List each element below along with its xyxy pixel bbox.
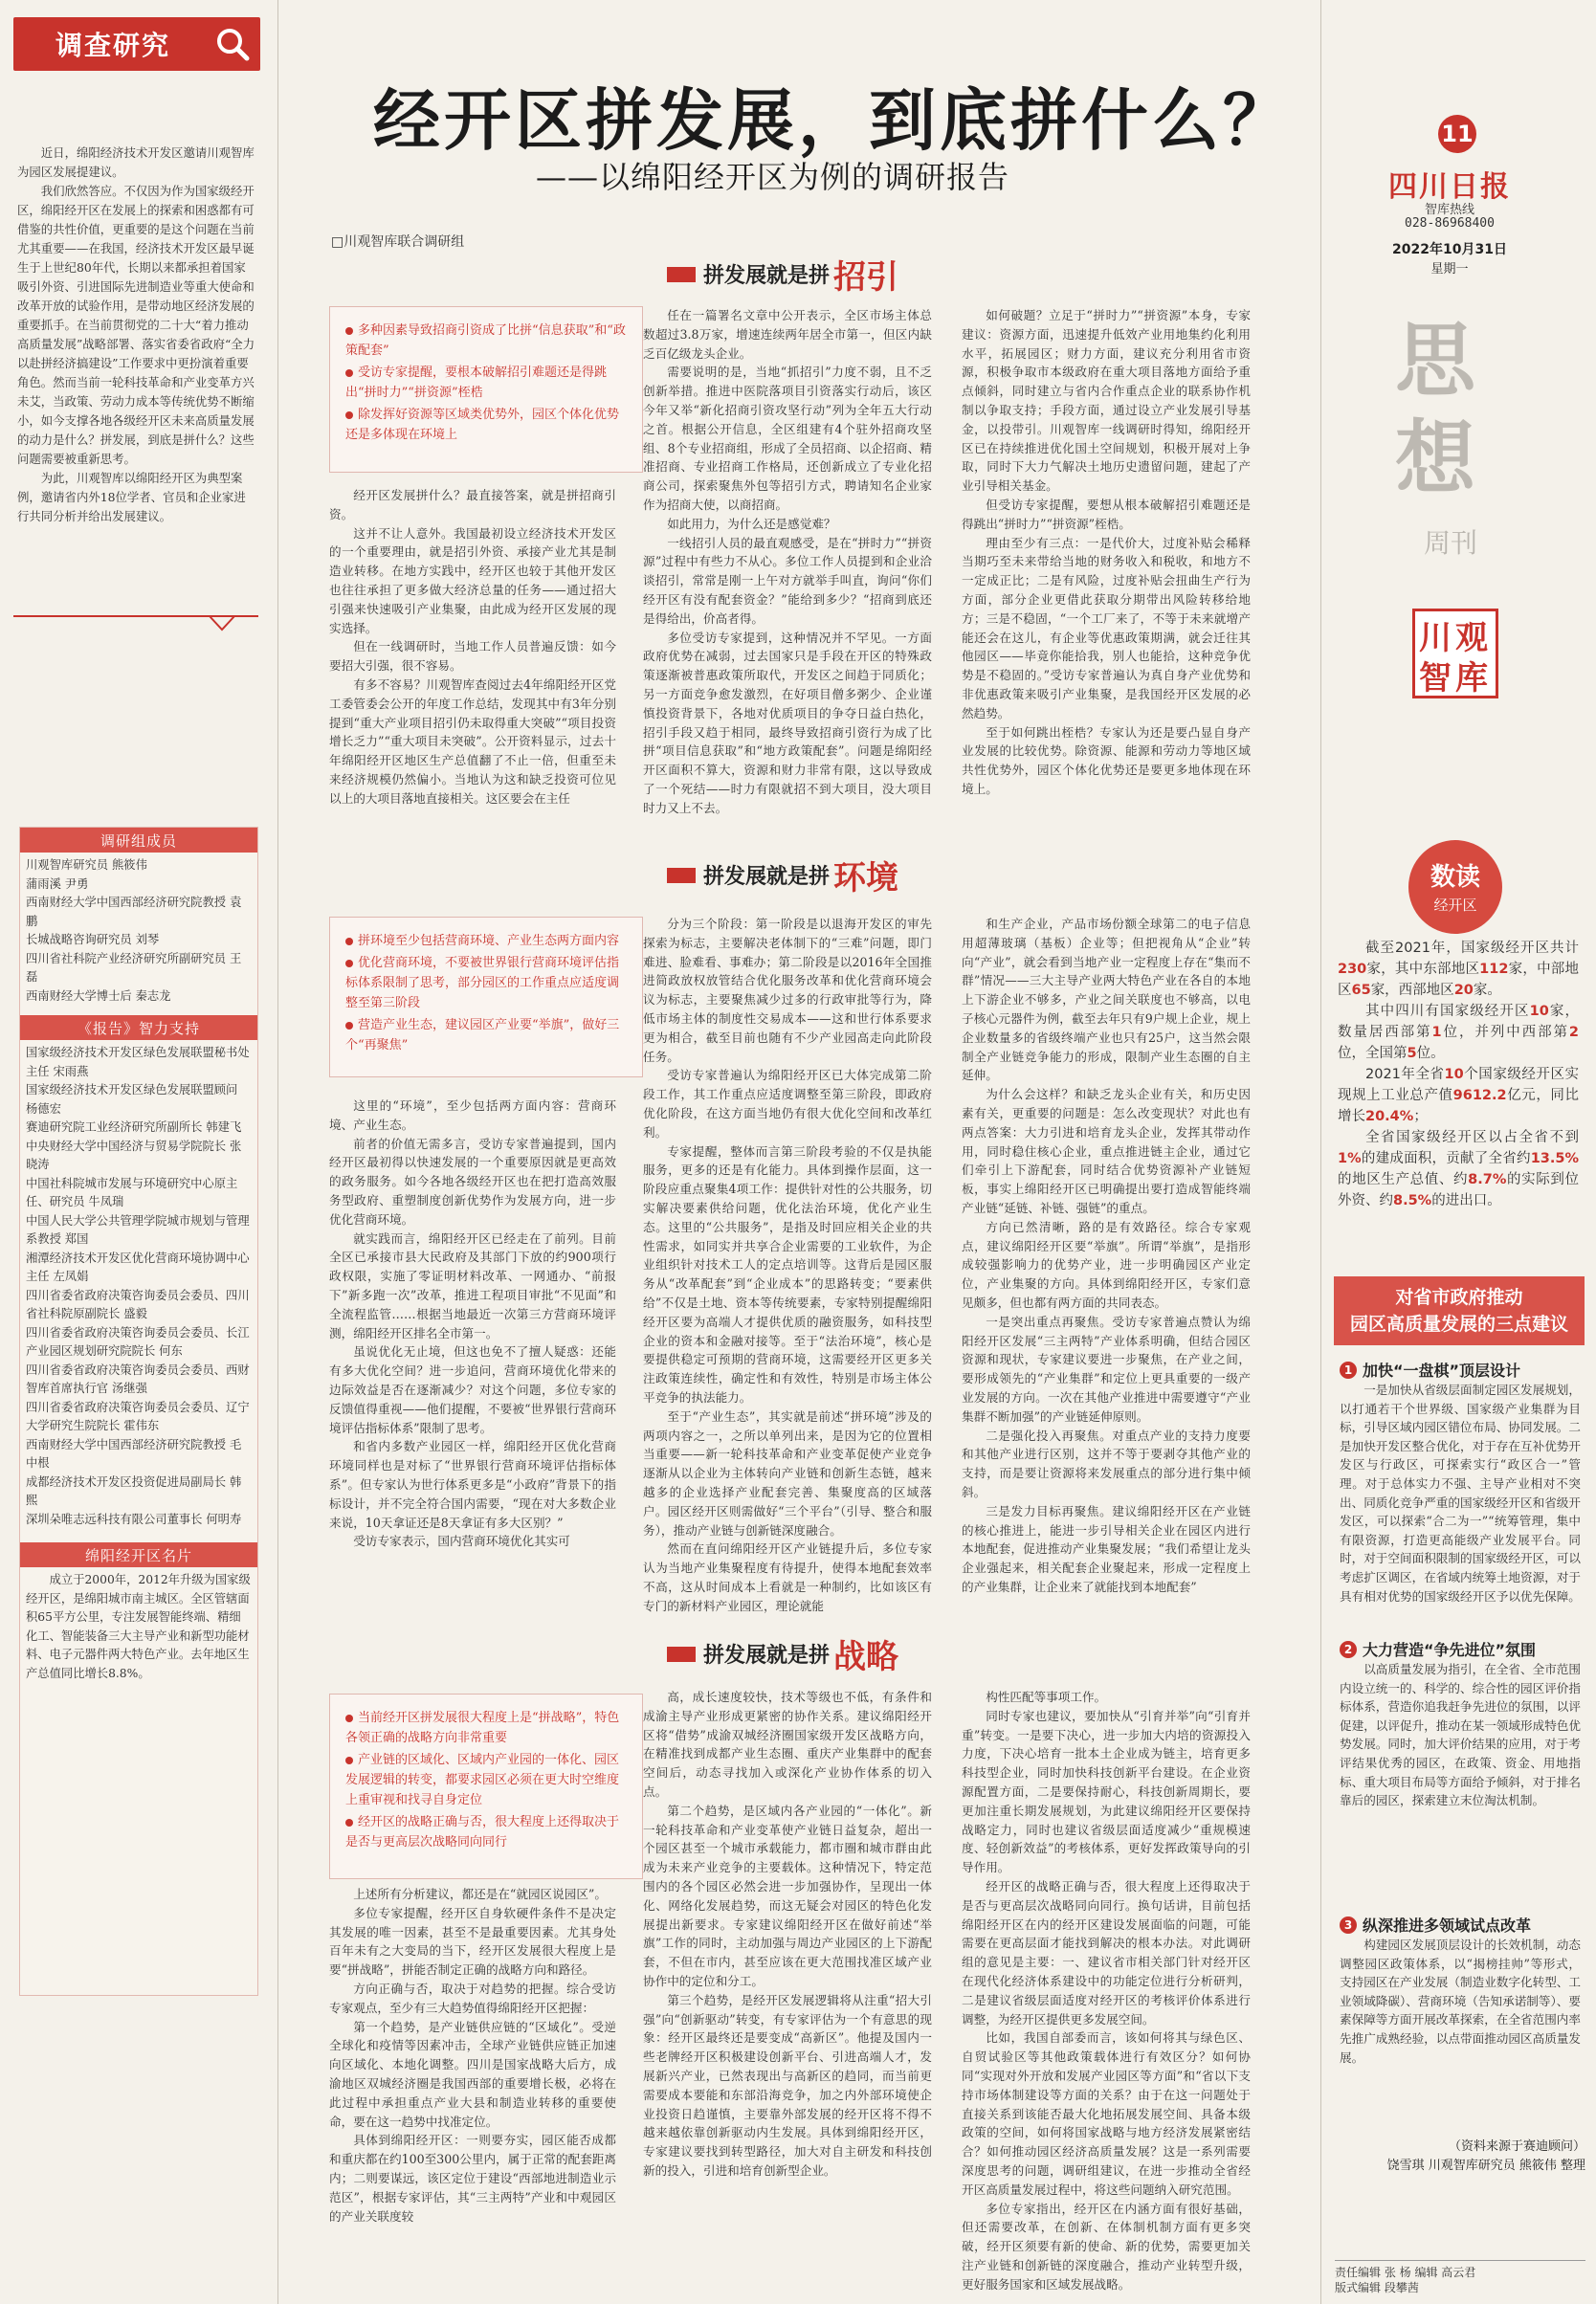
editor-credits: 责任编辑 张 杨 编辑 高云君 版式编辑 段攀茜 <box>1335 2260 1585 2295</box>
section-tag <box>13 17 260 71</box>
expert-line: 深圳朵唯志远科技有限公司董事长 何明寿 <box>26 1512 242 1526</box>
expert-line: 西南财经大学中国西部经济研究院教授 毛中根 <box>26 1437 242 1470</box>
expert-line: 中国人民大学公共管理学院城市规划与管理系教授 郑国 <box>26 1213 250 1246</box>
article-paragraph: 方向已然清晰，路的是有效路径。综合专家观点，建议绵阳经开区要“举旗”。所谓“举旗”，是指形成较强影响力的优势产业，进一步明确园区产业定位，产业集聚的方向。具体到绵阳经开区，专家们意见颇多，但也都有两方面的共同表态。 <box>962 1219 1251 1310</box>
number-badge: 2 <box>1340 1641 1357 1658</box>
article-column <box>643 1688 932 2296</box>
expert-line: 国家级经济技术开发区绿色发展联盟顾问 杨德宏 <box>26 1083 238 1116</box>
article-paragraph: 至于“产业生态”，其实就是前述“拼环境”涉及的两项内容之一，之所以单列出来，是因为它的位置相当重要——新一轮科技革命和产业变革促使产业竞争逐渐从以企业为主体转向产业链和创新生态链，越来越多的企业选择产业配套完善、集聚度高的区域落户。园区经开区则需做好“三个平台”（引导、整合和服务），推动产业链与创新链深度融合。 <box>643 1408 932 1538</box>
article-paragraph: 比如，我国自部委而言，该如何将其与绿色区、自贸试验区等其他政策载体进行有效区分？如何协同“实现对外开放和发展产业园区等方面”和“省以下支持市场体制建设等方面的关系？由于在这一问题处于直接关系到该能否最大化地拓展发展空间、具备本级政策的空间，如何将国家战略与地方经济发展紧密结合？如何推动园区经济高质量发展？这是一系列需要深度思考的问题，调研组建议，在进一步推动全省经开区高质量发展过程中，将这些问题纳入研究范围。 <box>962 2030 1251 2197</box>
intro-text <box>17 144 256 526</box>
data-paragraph: 2021年全省10个国家级经开区实现规上工业总产值9612.2亿元，同比增长20.4%； <box>1338 1067 1580 1124</box>
article-paragraph: 第三个趋势，是经开区发展逻辑将从注重“招大引强”向“创新驱动”转变，有专家评估为一个有意思的现象：经开区最终还是要变成“高新区”。他提及国内一些老牌经开区积极建设创新平台、引进高端人才，发展新兴产业，已然表现出与高新区的趋同，而当前更需要成本要能和东部沿海竞争，加之内外部环境使企业投资日趋谨慎，主要靠外部发展的经开区将不得不越来越依靠创新驱动内生发展。具体到绵阳经开区，专家建议要找到转型路径，加大对自主研发和科技创新的投入，引进和培育创新型企业。 <box>643 1992 932 2178</box>
suggestion-body: 以高质量发展为指引，在全省、全市范围内设立统一的、科学的、综合性的园区评价指标体系，营造你追我赶争先进位的氛围，以评促建，以评促升，推动在某一领域形成特色优势发展。同时，加大评价结果的应用，对于考评结果优秀的园区，在政策、资金、用地指标、重大项目布局等方面给予倾斜，对于排名靠后的园区，探索建立末位淘汰机制。 <box>1340 1662 1581 1808</box>
expert-line: 四川省委省政府决策咨询委员会委员、四川省社科院原副院长 盛毅 <box>26 1288 250 1320</box>
article-column <box>643 306 932 842</box>
data-read-title: 数读 <box>1430 863 1480 892</box>
suggestions-header <box>1334 1276 1585 1345</box>
column-rule <box>1320 0 1321 2304</box>
article-paragraph: 受访专家普遍认为绵阳经开区已大体完成第二阶段工作，其工作重点应适度调整至第三阶段，即政府优化阶段，在这方面当地仍有很大优化空间和改革红利。 <box>643 1068 932 1140</box>
key-point: 拼环境至少包括营商环境、产业生态两方面内容 <box>345 931 627 951</box>
intro-paragraph: 近日，绵阳经济技术开发区邀请川观智库为园区发展提建议。 <box>17 145 255 179</box>
suggestion-item <box>1340 1359 1581 1622</box>
data-paragraph: 全省国家级经开区以占全省不到1%的建成面积，贡献了全省约13.5%的地区生产总值、约8.7%的实际到位外资、约8.5%的进出口。 <box>1338 1130 1580 1208</box>
article-paragraph: 虽说优化无止境，但这也免不了擅人疑惑：还能有多大优化空间？进一步追问，营商环境优化带来的边际效益是否在逐渐减少？对这个问题，多位专家的反馈值得重视——他们提醒，不要被“世界银行营商环境评估指标体系”限制了思考。 <box>329 1344 616 1435</box>
article-paragraph: 这里的“环境”，至少包括两方面内容：营商环境、产业生态。 <box>329 1098 616 1132</box>
article-paragraph: 和省内多数产业园区一样，绵阳经开区优化营商环境同样也是对标了“世界银行营商环境评估指标体系”。但专家认为世行体系更多是“小政府”背景下的指标设计，并不完全符合国内需要，“现在对大多数企业来说，10天拿证还是8天拿证有多大区别？” <box>329 1439 616 1530</box>
weekly-title-char: 思 <box>1395 313 1476 408</box>
section-heading-environment <box>667 852 898 898</box>
suggestion-body: 构建园区发展顶层设计的长效机制，动态调整园区政策体系，以“揭榜挂帅”等形式，支持园区在产业发展（制造业数字化转型、工业领域降碳）、营商环境（告知承诺制等）、要素保障等方面开展改革探索，在全省范围内率先推广成熟经验，以点带面推动园区高质量发展。 <box>1340 1938 1581 2065</box>
article-paragraph: 一是突出重点再聚焦。受访专家普遍点赞认为绵阳经开区发展“三主两特”产业体系明确，但结合园区资源和现状，专家建议要进一步聚焦，在产业之间，要形成领先的“产业集群”和定位上更具重要的一级产业发展的方向。一次在其他产业推进中需要遵守“产业集群不断加强”的产业链延伸原则。 <box>962 1314 1251 1424</box>
article-paragraph: 多位专家指出，经开区在内涵方面有很好基础，但还需要改革，在创新、在体制机制方面有更多突破，经开区须要有新的使命、新的优势，需要更加关注产业链和创新链的深度融合，推动产业转型升级，更好服务国家和区域发展战略。 <box>962 2201 1251 2292</box>
issue-date: 2022年10月31日 <box>1392 242 1507 257</box>
section-heading-keyword: 战略 <box>833 1638 899 1676</box>
expert-line: 四川省委省政府决策咨询委员会委员、长江产业园区规划研究院院长 何东 <box>26 1325 250 1358</box>
key-point: 多种因素导致招商引资成了比拼“信息获取”和“政策配套” <box>345 323 626 358</box>
section-heading-recruit <box>667 251 898 298</box>
bullet-dot-icon <box>345 938 353 945</box>
suggestion-title: 1 加快“一盘棋”顶层设计 <box>1340 1359 1581 1381</box>
data-read-text <box>1338 938 1579 1211</box>
article-paragraph: 上述所有分析建议，都还是在“就园区说园区”。 <box>353 1887 607 1901</box>
expert-line: 四川省委省政府决策咨询委员会委员、辽宁大学研究生院院长 霍伟东 <box>26 1400 250 1432</box>
chuanguan-think-tank-logo: 川 观 智 库 <box>1412 609 1498 698</box>
search-icon <box>214 26 251 62</box>
article-paragraph: 如何破题？立足于“拼时力”“拼资源”本身，专家建议：资源方面，迅速提升低效产业用地集约化利用水平，拓展园区；财力方面，建议充分利用省市资源，积极争取市本级政府在重大项目落地方面给予重点倾斜，同时建立与省内合作重点企业的联系协作机制以争取支持；手段方面，通过设立产业发展引导基金，以投带引。川观智库一线调研时得知，绵阳经开区已在持续推进优化国土空间规划，积极开展对上争取，同时下大力气解决土地历史遗留问题，建起了产业引导相关基金。 <box>962 308 1251 494</box>
article-paragraph: 一线招引人员的最直观感受，是在“拼时力”“拼资源”过程中有些力不从心。多位工作人员提到和企业洽谈招引，常常是刚一上午对方就举手叫直，询问“你们经开区有没有配套资金？”能给到多少？“招商到底还是得给出，价高者得。 <box>643 535 932 626</box>
article-paragraph: 如此用力，为什么还是感觉难？ <box>667 516 836 531</box>
article-paragraph: 前者的价值无需多言，受访专家普遍提到，国内经开区最初得以快速发展的一个重要原因就是更高效的政务服务。如今各地各级经开区也在把打造高效服务型政府、重塑制度创新优势作为发展方向，进一步优化营商环境。 <box>329 1136 616 1227</box>
article-paragraph: 具体到绵阳经开区：一则要夯实，园区能否成都和重庆都在约100至300公里内，属于正常的配套距离内；二则要谋远，该区定位于建设“西部地进制造业示范区”，根据专家评估，其“三主两特”产业和中观园区的产业关联度较 <box>329 2133 616 2224</box>
article-column <box>962 306 1251 842</box>
article-paragraph: 方向正确与否，取决于对趋势的把握。综合受访专家观点，至少有三大趋势值得绵阳经开区把握： <box>329 1981 616 2015</box>
expert-line: 中央财经大学中国经济与贸易学院院长 张晓涛 <box>26 1139 242 1171</box>
suggestion-title: 2 大力营造“争先进位”氛围 <box>1340 1638 1581 1660</box>
expert-line: 四川省委省政府决策咨询委员会委员、西财智库首席执行官 汤继强 <box>26 1362 250 1395</box>
bullet-dot-icon <box>345 411 353 419</box>
column-rule <box>277 0 278 2304</box>
article-paragraph: 但受访专家提醒，要想从根本破解招引难题还是得跳出“拼时力”“拼资源”桎梏。 <box>962 497 1251 531</box>
page-number: 11 <box>1438 115 1476 153</box>
bullet-dot-icon <box>345 1022 353 1030</box>
article-column <box>962 915 1251 1613</box>
article-paragraph: 多位专家提醒，经开区自身软硬件条件不是决定其发展的唯一因素，甚至不是最重要因素。尤其身处百年未有之大变局的当下，经开区发展很大程度上是要“拼战略”，拼能否制定正确的战略方向和路径。 <box>329 1905 616 1978</box>
article-paragraph: 第二个趋势，是区域内各产业园的“一体化”。新一轮科技革命和产业变革使产业链日益复杂，超出一个园区甚至一个城市承载能力，都市圈和城市群由此成为未来产业竞争的主要载体。这种情况下，特定范围内的各个园区必然会进一步加强协作，呈现出一体化、网络化发展趋势，而这无疑会对园区的特色化发展提出新要求。专家建议绵阳经开区在做好前述“举旗”工作的同时，主动加强与周边产业园区的上下游配套，不但在市内，甚至应该在更大范围找准区域产业协作中的定位和分工。 <box>643 1803 932 1988</box>
bullet-dot-icon <box>345 369 353 377</box>
hotline-label: 智库热线 <box>1424 203 1474 217</box>
article-paragraph: 多位受访专家提到，这种情况并不罕见。一方面政府优势在减弱，过去国家只是手段在开区的特殊政策逐渐被普惠政策所取代，开发区之间趋于同质化；另一方面竞争愈发激烈，在好项目僧多粥少、企业谨慎投资背景下，各地对优质项目的争夺日益白热化，招引手段又趋于相同，最终导致招商引资行为成了比拼“项目信息获取”和“地方政策配套”。问题是绵阳经开区面积不算大，资源和财力非常有限，这以导致成了一个死结——时力有限就招不到大项目，没大项目时力又上不去。 <box>643 630 932 815</box>
article-paragraph: 受访专家表示，国内营商环境优化其实可 <box>353 1534 570 1549</box>
weekly-title-char: 想 <box>1395 410 1476 505</box>
report-support-title: 《报告》智力支持 <box>20 1015 257 1040</box>
article-paragraph: 二是强化投入再聚焦。对重点产业的支持力度要和其他产业进行区别，这并不等于要剥夺其他产业的支持，而是要让资源将来发展重点的部分进行集中倾斜。 <box>962 1428 1251 1499</box>
byline: □川观智库联合调研组 <box>331 234 465 250</box>
article-paragraph: 同时专家也建议，要加快从“引育并举”向“引育并重”转变。一是要下决心，进一步加大内培的资源投入力度，下决心培育一批本土企业成为链主，培育更多科技型企业，同时加快科技创新平台建设。在企业资源配置方面，二是要保持耐心，科技创新周期长，要更加注重长期发展规划，为此建议绵阳经开区要保持战略定力，同时也建议省级层面适度减少“重规模速度、轻创新效益”的考核体系，更好发挥政策导向的引导作用。 <box>962 1708 1251 1875</box>
suggestions-title-line: 对省市政府推动 <box>1395 1287 1523 1308</box>
bullet-dot-icon <box>345 327 353 335</box>
data-read-subtitle: 经开区 <box>1433 897 1477 914</box>
issue-weekday: 星期一 <box>1430 262 1469 277</box>
intro-divider <box>13 612 258 633</box>
weekly-subtitle: 周刊 <box>1424 527 1478 559</box>
article-column <box>329 1885 616 2296</box>
key-points-box <box>329 1694 643 1879</box>
expert-line: 成都经济技术开发区投资促进局副局长 韩熙 <box>26 1474 242 1507</box>
expert-line: 赛迪研究院工业经济研究所副所长 韩建飞 <box>26 1120 242 1134</box>
article-paragraph: 任在一篇署名文章中公开表示，全区市场主体总数超过3.8万家，增速连续两年居全市第一，但区内缺乏百亿级龙头企业。 <box>643 308 932 361</box>
member-line: 四川省社科院产业经济研究所副研究员 王磊 <box>26 951 242 984</box>
article-paragraph: 分为三个阶段：第一阶段是以退海开发区的审先探索为标志，主要解决老体制下的“三难”问题，即门难进、脸难看、事难办；第二阶段是以2016年全国推进简政放权放管结合优化服务改革和优化营商环境会议为标志，主要聚焦减少过多的行政审批等行为，降低市场主体的制度性交易成本——这和世行体系要求更为相合，截至目前也随有不少产业园高走向此阶段任务。 <box>643 917 932 1064</box>
section-heading-keyword: 环境 <box>833 859 899 897</box>
expert-line: 中国社科院城市发展与环境研究中心原主任、研究员 牛凤瑞 <box>26 1176 238 1208</box>
number-badge: 3 <box>1340 1916 1357 1934</box>
intro-paragraph: 为此，川观智库以绵阳经开区为典型案例，邀请省内外18位学者、官员和企业家进行共同分析并给出发展建议。 <box>17 471 246 523</box>
bullet-dot-icon <box>345 1757 353 1764</box>
subheadline: ——以绵阳经开区为例的调研报告 <box>536 159 1010 195</box>
member-line: 西南财经大学中国西部经济研究院教授 袁鹏 <box>26 896 242 928</box>
hotline-number: 028-86968400 <box>1405 216 1495 231</box>
suggestion-body: 一是加快从省级层面制定园区发展规划，以打通若干个世界级、国家级产业集群为目标，引导区域内园区错位布局、协同发展。二是加快开发区整合优化，对于存在互补优势开发区与行政区，可探索实行“政区合一”管理。对于总体实力不强、主导产业相对不突出、同质化竞争严重的国家级经开区和省级开发区，可以探索“合二为一”“统筹管理，集中有限资源，打造更高能级产业发展平台。同时，对于空间面积限制的国家级经开区，可以考虑扩区调区，在省域内统筹土地资源，对于具有相对优势的国家级经开区予以优先保障。 <box>1340 1383 1581 1604</box>
section-heading-prefix: 拼发展就是拼 <box>703 865 831 889</box>
article-paragraph: 三是发力目标再聚焦。建议绵阳经开区在产业链的核心推进上，能进一步引导相关企业在园区内进行本地配套，促进推动产业集聚发展；“我们希望让龙头企业强起来，相关配套企业聚起来，形成一定程度上的产业集群，让企业来了就能找到本地配套” <box>962 1503 1251 1594</box>
section-label: 调查研究 <box>55 30 171 61</box>
number-badge: 1 <box>1340 1362 1357 1379</box>
article-paragraph: 然而在直问绵阳经开区产业链提升后，多位专家认为当地产业集聚程度有待提升，使得本地配套效率不高，这从时间成本上看就是一种制约，比如该区有专门的新材料产业园区，理论就能 <box>643 1541 932 1613</box>
headline: 经开区拼发展，到底拼什么？ <box>373 80 1294 160</box>
group-title: 调研组成员 <box>20 828 257 853</box>
key-point: 优化营商环境，不要被世界银行营商环境评估指标体系限制了思考，部分园区的工作重点应适度调整至第三阶段 <box>345 956 620 1010</box>
article-column <box>329 486 616 842</box>
key-points-box <box>329 306 643 473</box>
article-column <box>329 1097 616 1613</box>
article-paragraph: 构性匹配等事项工作。 <box>986 1690 1107 1704</box>
key-point: 受访专家提醒，要根本破解招引难题还是得跳出“拼时力”“拼资源”桎梏 <box>345 366 608 400</box>
article-paragraph: 高，成长速度较快，技术等级也不低，有条件和成渝主导产业形成更紧密的协作关系。建议绵阳经开区将“借势”成渝双城经济圈国家级开发区战略方向，在精准找到成都产业生态圈、重庆产业集群中的配套空间后，动态寻找加入或深化产业协作体系的切入点。 <box>643 1690 932 1799</box>
article-paragraph: 和生产企业，产品市场份额全球第二的电子信息用超薄玻璃（基板）企业等；但把视角从“企业”转向“产业”，就会看到当地产业一定程度上存在“集而不群”情况——三大主导产业两大特色产业在各自的本地上下游企业不够多，产业之间关联度也不够高，以电子核心元器件为例，截至去年只有9户规上企业，规上企业数量多的省级终端产业也只有25户，这当然会限制全产业链竞争能力的形成，限制产业生态圈的自主延伸。 <box>962 917 1251 1083</box>
article-paragraph: 经开区发展拼什么？最直接答案，就是拼招商引资。 <box>329 488 616 521</box>
heading-bar <box>667 1647 696 1662</box>
key-point: 当前经开区拼发展很大程度上是“拼战略”，特色各领正确的战略方向非常重要 <box>345 1711 620 1745</box>
key-points-box <box>329 917 643 1077</box>
expert-line: 湘潭经济技术开发区优化营商环境协调中心主任 左凤娟 <box>26 1251 250 1283</box>
group-members <box>20 853 257 1009</box>
article-paragraph: 但在一线调研时，当地工作人员普遍反馈：如今要招大引强，很不容易。 <box>329 639 616 674</box>
heading-bar <box>667 868 696 883</box>
data-paragraph: 其中四川有国家级经开区10家，数量居西部第1位，并列中西部第2位，全国第5位。 <box>1338 1004 1580 1061</box>
city-card-title: 绵阳经开区名片 <box>20 1542 257 1567</box>
article-column <box>643 915 932 1613</box>
suggestion-item <box>1340 1638 1581 1909</box>
section-heading-prefix: 拼发展就是拼 <box>703 1644 831 1668</box>
article-paragraph: 第一个趋势，是产业链供应链的“区域化”。受逆全球化和疫情等因素冲击，全球产业链供应链正加速向区域化、本地化调整。四川是国家战略大后方，成渝地区双城经济圈是我国西部的重要增长极，必将在此过程中承担重点产业大县和制造业转移的重要使命，要在这一趋势中找准定位。 <box>329 2019 616 2129</box>
article-paragraph: 经开区的战略正确与否，很大程度上还得取决于是否与更高层次战略同向同行。换句话讲，目前包括绵阳经开区在内的经开区建设发展面临的问题，可能需要在更高层面才能找到解决的根本办法。对此调研组的意见是主要：一、建议省市相关部门针对经开区在现代化经济体系建设中的功能定位进行分析研判，二是建议省级层面适度对经开区的考核评价体系进行调整，为经开区提供更多发展空间。 <box>962 1878 1251 2027</box>
section-heading-strategy <box>667 1630 898 1677</box>
member-line: 西南财经大学博士后 秦志龙 <box>26 988 171 1003</box>
source-note: （资料来源于赛迪顾问） 饶雪琪 川观智库研究员 熊筱伟 整理 <box>1386 2139 1585 2173</box>
article-paragraph: 就实践而言，绵阳经开区已经走在了前列。目前全区已承接市县大民政府及其部门下放的约900项行政权限，实施了零证明材料改革、一网通办、“前报下”新多跑一次”改革，推进工程项目审批“不见面”和全流程监管……根据当地最近一次第三方营商环境评测，绵阳经开区排名全市第一。 <box>329 1230 616 1340</box>
bullet-dot-icon <box>345 1715 353 1722</box>
section-heading-keyword: 招引 <box>833 258 899 297</box>
article-paragraph: 为什么会这样？和缺乏龙头企业有关，和历史因素有关，更重要的问题是：怎么改变现状？对此也有两点答案：大力引进和培育龙头企业，发挥其带动作用，同时稳住核心企业，重点推进链主企业，通过它们牵引上下游配套，同时结合优势资源补产业链短板，事实上绵阳经开区已明确提出要打造成智能终端产业链“延链、补链、强链”的重点。 <box>962 1087 1251 1215</box>
key-point: 除发挥好资源等区域类优势外，园区个体化优势还是多体现在环境上 <box>345 408 620 442</box>
article-paragraph: 理由至少有三点：一是代价大，过度补贴会稀释当期巧至未来带给当地的财务收入和税收，和地方不一定成正比；二是有风险，过度补贴会扭曲生产行为方面，部分企业更借此获取分期带出风险转移给地方；三是不稳固，“一个工厂来了，不等于未来就增产能还会在这儿，有企业等优惠政策期满，就会迁往其他园区——毕竟你能拾我，别人也能拾，这种竞争优势是不稳固的。”受访专家普遍认为真自身产业优势和非优惠政策来吸引产业集聚，是我国经开区发展的必然趋势。 <box>962 535 1251 720</box>
intro-paragraph: 我们欣然答应。不仅因为作为国家级经开区，绵阳经开区在发展上的探索和困惑都有可借鉴的共性价值，更重要的是这个问题在当前尤其重要——在我国，经济技术开发区最早诞生于上世纪80年代，长期以来都承担着国家吸引外资、引进国际先进制造业等重大使命和改革开放的试验作用，是带动地区经济发展的重要抓手。在当前贯彻党的二十大“着力推动高质量发展”战略部署、落实省委省政府“全力以赴拼经济搞建设”工作要求中更扮演着重要角色。然而当前一轮科技革命和产业变革方兴未艾，当政策、劳动力成本等传统优势不断缩小，如今支撑各地各级经开区未来高质量发展的动力是什么？拼发展，到底是拼什么？这些问题需要被重新思考。 <box>17 184 255 466</box>
suggestion-title: 3 纵深推进多领域试点改革 <box>1340 1914 1581 1936</box>
research-group-box <box>19 827 258 1996</box>
article-paragraph: 专家提醒，整体而言第三阶段考验的不仅是执能服务，更多的还是有化能力。具体到操作层面，这一阶段应重点聚集4项工作：提供针对性的公共服务，切实解决要素供给问题，优化法治环境，优化产业生态。这里的“公共服务”，是指及时回应相关企业的共性需求，如同实并共享合企业需要的工业软件，为企业组织针对技术工人的定点培训等。这背后是园区服务从“改革配套”到“企业成本”的思路转变；“要素供给”不仅是土地、资本等传统要素，专家特别提醒绵阳经开区要为高端人才提供优质的融资服务，如科技型企业的资本和金融对接等。至于“法治环境”，核心是要提供稳定可预期的营商环境，这需要经开区更多关注政策连续性，确定性和有效性，特别是市场主体公平竞争的执法能力。 <box>643 1143 932 1405</box>
article-paragraph: 有多不容易？川观智库查阅过去4年绵阳经开区党工委管委会公开的年度工作总结，发现其中有3年分别提到“重大产业项目招引仍未取得重大突破”“项目投资增长乏力”“重大项目未突破”。公开资料显示，过去十年绵阳经开区地区生产总值翻了不止一倍，但重至未来经济规模仍然偏小。当地认为这和缺乏投资可位见以上的大项目落地直接相关。这区要会在主任 <box>329 676 616 806</box>
member-line: 川观智库研究员 熊筱伟 <box>26 858 147 872</box>
data-read-badge <box>1408 840 1502 934</box>
heading-bar <box>667 267 696 282</box>
city-card-text: 成立于2000年，2012年升级为国家级经开区，是绵阳城市南主城区。全区管辖面积65平方公里，专注发展智能终端、精细化工、智能装备三大主导产业和新型功能材料、电子元器件两大特色产业。去年地区生产总值同比增长8.8%。 <box>26 1573 251 1680</box>
suggestion-item <box>1340 1914 1581 2127</box>
bullet-dot-icon <box>345 1819 353 1827</box>
member-line: 蒲雨溪 尹勇 <box>26 876 89 891</box>
expert-line: 国家级经济技术开发区绿色发展联盟秘书处主任 宋雨燕 <box>26 1046 250 1078</box>
key-point: 产业链的区域化、区域内产业园的一体化、园区发展逻辑的转变，都要求园区必须在更大时空维度上重审视和找寻自身定位 <box>345 1753 620 1807</box>
article-paragraph: 需要说明的是，当地“抓招引”力度不弱，且不乏创新举措。推进中医院落项目引资落实行动后，该区今年又举“新化招商引资攻坚行动”列为全年五大行动之首。根据公开信息，全区组建有4个驻外招商攻坚组、8个专业招商组，形成了全员招商、以企招商、精准招商、专业招商工作格局，还创新成立了专业化招商公司，探索聚焦外包等招引方式，聘请知名企业家作为招商大使，以商招商。 <box>643 365 932 512</box>
article-paragraph: 这并不让人意外。我国最初设立经济技术开发区的一个重要理由，就是招引外资、承接产业尤其是制造业转移。在地方实践中，经开区也较于其他开发区也往往承担了更多做大经济总量的任务——通过招大引强来快速吸引产业集聚，由此成为经开区发展的现实选择。 <box>329 525 616 635</box>
suggestions-title-line: 园区高质量发展的三点建议 <box>1349 1314 1568 1335</box>
member-line: 长城战略咨询研究员 刘琴 <box>26 933 160 946</box>
bullet-dot-icon <box>345 960 353 967</box>
key-point: 经开区的战略正确与否，很大程度上还得取决于是否与更高层次战略同向同行 <box>345 1815 620 1850</box>
section-heading-prefix: 拼发展就是拼 <box>703 264 831 288</box>
expert-list <box>20 1040 257 1533</box>
article-column <box>962 1688 1251 2296</box>
key-point: 营造产业生态，建议园区产业要“举旗”，做好三个“再聚焦” <box>345 1018 620 1052</box>
data-paragraph: 截至2021年，国家级经开区共计230家，其中东部地区112家，中部地区65家，西部地区20家。 <box>1338 941 1580 998</box>
article-paragraph: 至于如何跳出桎梏？专家认为还是要凸显自身产业发展的比较优势。除资源、能源和劳动力等地区域共性优势外，园区个体化优势还是要更多地体现在环境上。 <box>962 724 1251 796</box>
newspaper-name: 四川日报 <box>1388 170 1511 204</box>
